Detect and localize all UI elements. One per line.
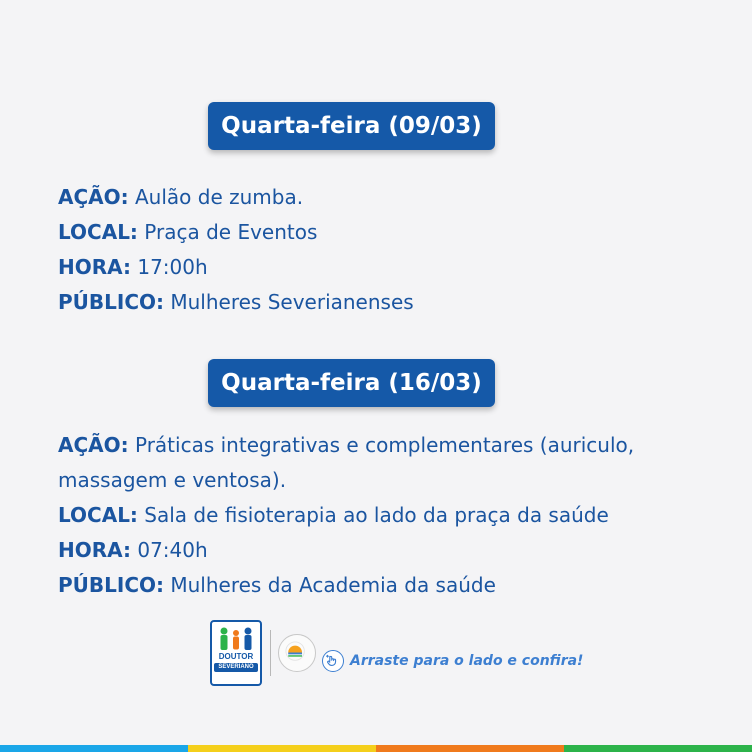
publico-value: Mulheres da Academia da saúde (164, 573, 496, 597)
event-details-2 (58, 428, 718, 603)
acao-line (58, 428, 718, 498)
acao-value: Aulão de zumba. (128, 185, 304, 209)
seal-icon (278, 634, 316, 672)
publico-line (58, 285, 718, 320)
footer (210, 620, 584, 690)
logo-name-line2: SEVERIANO (214, 663, 258, 672)
swipe-hand-icon (322, 650, 344, 672)
divider (270, 630, 271, 676)
local-label: LOCAL: (58, 503, 138, 527)
local-value: Praça de Eventos (137, 220, 318, 244)
acao-value: Práticas integrativas e complementares (auriculo, massagem e ventosa). (58, 433, 635, 492)
city-logo (210, 620, 262, 686)
hora-value: 17:00h (131, 255, 208, 279)
color-bar (0, 745, 752, 752)
color-bar-segment (376, 745, 564, 752)
color-bar-segment (0, 745, 188, 752)
local-label: LOCAL: (58, 220, 138, 244)
acao-line (58, 180, 718, 215)
logo-name-line1: DOUTOR (218, 652, 254, 661)
publico-label: PÚBLICO: (58, 290, 165, 314)
publico-label: PÚBLICO: (58, 573, 165, 597)
hora-line (58, 533, 718, 568)
event-details-1 (58, 180, 718, 320)
day-badge-1: Quarta-feira (09/03) (208, 102, 495, 150)
publico-line (58, 568, 718, 603)
people-icon (212, 626, 260, 652)
local-line (58, 498, 718, 533)
local-line (58, 215, 718, 250)
acao-label: AÇÃO: (58, 433, 129, 457)
acao-label: AÇÃO: (58, 185, 129, 209)
hora-value: 07:40h (131, 538, 208, 562)
color-bar-segment (188, 745, 376, 752)
color-bar-segment (564, 745, 752, 752)
day-badge-2: Quarta-feira (16/03) (208, 359, 495, 407)
publico-value: Mulheres Severianenses (164, 290, 414, 314)
local-value: Sala de fisioterapia ao lado da praça da saúde (137, 503, 609, 527)
swipe-hint (322, 650, 583, 672)
hora-label: HORA: (58, 255, 131, 279)
hora-line (58, 250, 718, 285)
hora-label: HORA: (58, 538, 131, 562)
swipe-text: Arraste para o lado e confira! (350, 653, 584, 669)
